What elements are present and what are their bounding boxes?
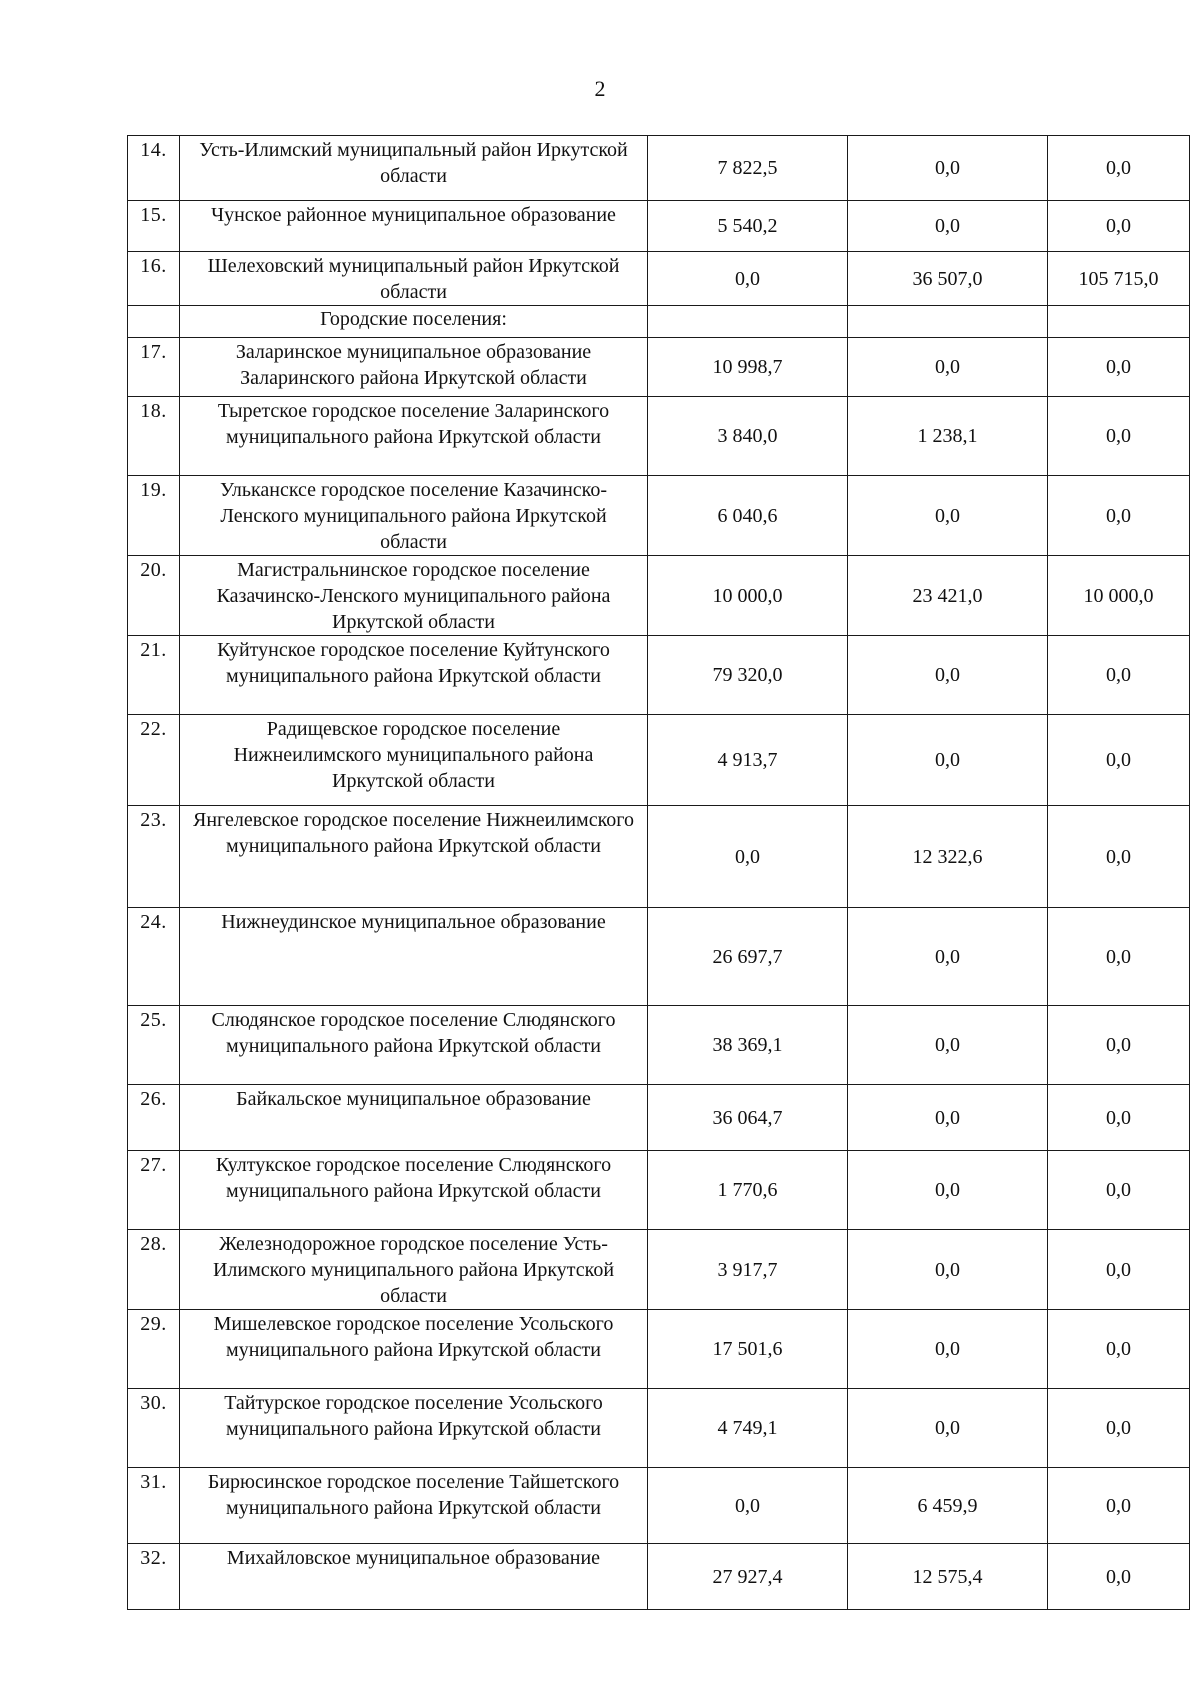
amount-col-3: 0,0 [1048,1151,1190,1230]
amount-col-3: 0,0 [1048,1085,1190,1151]
row-number: 31. [128,1468,180,1544]
table-row [128,397,1190,476]
row-number: 32. [128,1544,180,1610]
amount-col-2: 0,0 [848,1389,1048,1468]
amount-col-2: 12 575,4 [848,1544,1048,1610]
table-row [128,338,1190,397]
table-row [128,201,1190,252]
municipality-name: Тайтурское городское поселение Усольского муниципального района Иркутской области [180,1389,648,1468]
municipality-name: Култукское городское поселение Слюдянского муниципального района Иркутской области [180,1151,648,1230]
amount-col-2: 6 459,9 [848,1468,1048,1544]
table-row [128,715,1190,806]
amount-col-1: 5 540,2 [648,201,848,252]
amount-col-3: 0,0 [1048,806,1190,908]
municipality-name: Улькансксе городское поселение Казачинско-Ленского муниципального района Иркутской области [180,476,648,556]
amount-col-2: 0,0 [848,908,1048,1006]
row-number: 27. [128,1151,180,1230]
table-row [128,1230,1190,1310]
amount-col-2: 0,0 [848,136,1048,201]
section-heading: Городские поселения: [180,306,648,338]
amount-col-3: 10 000,0 [1048,556,1190,636]
amount-col-2: 0,0 [848,715,1048,806]
amount-col-3: 0,0 [1048,1468,1190,1544]
amount-col-1: 3 917,7 [648,1230,848,1310]
table-row [128,476,1190,556]
amount-col-1: 4 749,1 [648,1389,848,1468]
empty-cell [1048,306,1190,338]
amount-col-2: 0,0 [848,338,1048,397]
amount-col-2: 0,0 [848,476,1048,556]
amount-col-3: 0,0 [1048,1006,1190,1085]
empty-cell [848,306,1048,338]
row-number: 17. [128,338,180,397]
row-number: 22. [128,715,180,806]
amount-col-3: 105 715,0 [1048,252,1190,306]
amount-col-2: 23 421,0 [848,556,1048,636]
municipality-name: Михайловское муниципальное образование [180,1544,648,1610]
municipality-name: Мишелевское городское поселение Усольского муниципального района Иркутской области [180,1310,648,1389]
amount-col-1: 10 000,0 [648,556,848,636]
municipality-name: Заларинское муниципальное образование Заларинского района Иркутской области [180,338,648,397]
row-number: 16. [128,252,180,306]
table-row [128,908,1190,1006]
amount-col-1: 3 840,0 [648,397,848,476]
amount-col-2: 0,0 [848,1006,1048,1085]
municipality-name: Слюдянское городское поселение Слюдянского муниципального района Иркутской области [180,1006,648,1085]
empty-cell [648,306,848,338]
amount-col-1: 0,0 [648,806,848,908]
municipality-name: Магистральнинское городское поселение Казачинско-Ленского муниципального района Иркутской области [180,556,648,636]
municipality-name: Радищевское городское поселение Нижнеилимского муниципального района Иркутской области [180,715,648,806]
budget-allocation-table [127,135,1190,1610]
amount-col-1: 38 369,1 [648,1006,848,1085]
table-row [128,252,1190,306]
table-row [128,1151,1190,1230]
municipality-name: Тыретское городское поселение Заларинского муниципального района Иркутской области [180,397,648,476]
municipality-name: Шелеховский муниципальный район Иркутской области [180,252,648,306]
table-row [128,806,1190,908]
amount-col-3: 0,0 [1048,1389,1190,1468]
municipality-name: Байкальское муниципальное образование [180,1085,648,1151]
row-number: 28. [128,1230,180,1310]
row-number: 24. [128,908,180,1006]
municipality-name: Нижнеудинское муниципальное образование [180,908,648,1006]
municipality-name: Усть-Илимский муниципальный район Иркутской области [180,136,648,201]
amount-col-3: 0,0 [1048,1230,1190,1310]
amount-col-2: 1 238,1 [848,397,1048,476]
amount-col-1: 36 064,7 [648,1085,848,1151]
amount-col-1: 79 320,0 [648,636,848,715]
table-row [128,1468,1190,1544]
row-number: 26. [128,1085,180,1151]
row-number: 18. [128,397,180,476]
municipality-name: Янгелевское городское поселение Нижнеилимского муниципального района Иркутской области [180,806,648,908]
amount-col-2: 0,0 [848,1085,1048,1151]
amount-col-1: 7 822,5 [648,136,848,201]
amount-col-2: 36 507,0 [848,252,1048,306]
amount-col-1: 17 501,6 [648,1310,848,1389]
row-number: 23. [128,806,180,908]
page-number: 2 [594,76,606,101]
table-row [128,136,1190,201]
municipality-name: Куйтунское городское поселение Куйтунского муниципального района Иркутской области [180,636,648,715]
amount-col-3: 0,0 [1048,908,1190,1006]
row-number: 15. [128,201,180,252]
amount-col-1: 27 927,4 [648,1544,848,1610]
amount-col-3: 0,0 [1048,715,1190,806]
amount-col-1: 6 040,6 [648,476,848,556]
amount-col-3: 0,0 [1048,338,1190,397]
empty-cell [128,306,180,338]
amount-col-1: 1 770,6 [648,1151,848,1230]
table-row [128,1544,1190,1610]
table-row [128,1310,1190,1389]
amount-col-1: 10 998,7 [648,338,848,397]
row-number: 29. [128,1310,180,1389]
amount-col-1: 4 913,7 [648,715,848,806]
table-row [128,556,1190,636]
municipality-name: Чунское районное муниципальное образование [180,201,648,252]
amount-col-2: 0,0 [848,1230,1048,1310]
amount-col-3: 0,0 [1048,1544,1190,1610]
municipality-name: Железнодорожное городское поселение Усть-Илимского муниципального района Иркутской области [180,1230,648,1310]
amount-col-1: 26 697,7 [648,908,848,1006]
table-row [128,1006,1190,1085]
section-row [128,306,1190,338]
amount-col-2: 0,0 [848,201,1048,252]
row-number: 14. [128,136,180,201]
amount-col-3: 0,0 [1048,397,1190,476]
row-number: 25. [128,1006,180,1085]
amount-col-1: 0,0 [648,1468,848,1544]
amount-col-3: 0,0 [1048,201,1190,252]
table-row [128,1389,1190,1468]
amount-col-3: 0,0 [1048,476,1190,556]
amount-col-1: 0,0 [648,252,848,306]
table-row [128,636,1190,715]
amount-col-2: 0,0 [848,1310,1048,1389]
row-number: 30. [128,1389,180,1468]
table-row [128,1085,1190,1151]
row-number: 20. [128,556,180,636]
amount-col-2: 0,0 [848,636,1048,715]
amount-col-2: 12 322,6 [848,806,1048,908]
row-number: 19. [128,476,180,556]
amount-col-3: 0,0 [1048,1310,1190,1389]
amount-col-3: 0,0 [1048,636,1190,715]
row-number: 21. [128,636,180,715]
amount-col-2: 0,0 [848,1151,1048,1230]
municipality-name: Бирюсинское городское поселение Тайшетского муниципального района Иркутской области [180,1468,648,1544]
amount-col-3: 0,0 [1048,136,1190,201]
